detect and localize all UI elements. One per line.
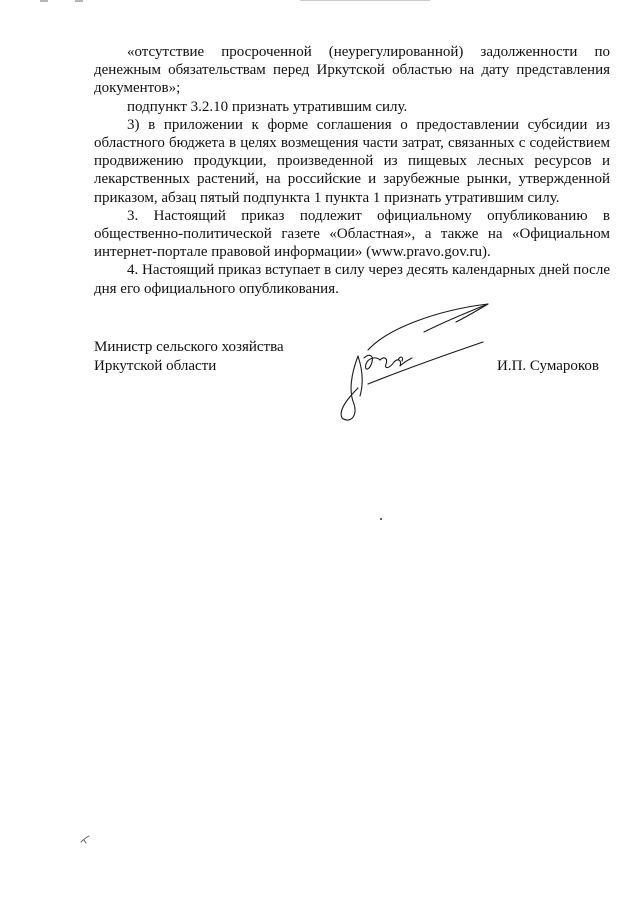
scan-mark	[78, 832, 92, 846]
signatory-position	[94, 338, 284, 375]
top-edge-mark	[75, 0, 83, 2]
paragraph-effective-date: 4. Настоящий приказ вступает в силу через десять календарных дней после дня его официального опубликования.	[94, 262, 610, 297]
signatory-name: И.П. Сумароков	[497, 358, 600, 374]
paragraph-subclause-repeal: подпункт 3.2.10 признать утратившим силу.	[127, 98, 408, 115]
scan-speck	[380, 518, 382, 520]
document-body	[94, 43, 610, 298]
signatory-position-line2: Иркутской области	[94, 357, 217, 374]
top-edge-rule	[300, 0, 430, 1]
signatory-position-line1: Министр сельского хозяйства	[94, 339, 284, 355]
paragraph-quoted-clause: «отсутствие просроченной (неурегулированной) задолженности по денежным обязательствам перед Иркутской областью на дату представления документов»;	[94, 44, 610, 97]
paragraph-publication: 3. Настоящий приказ подлежит официальному опубликованию в общественно-политической газете «Областная», а также на «Официальном интернет-портале правовой информации» (www.pravo.gov.ru).	[94, 207, 610, 261]
handwritten-signature	[328, 298, 498, 426]
top-edge-mark	[40, 0, 48, 2]
paragraph-item-3-annex: 3) в приложении к форме соглашения о предоставлении субсидии из областного бюджета в целях возмещения части затрат, связанных с содействием продвижению продукции, произведенной из пищевых лесных ресурсов и лекарственных растений, на российские и зарубежные рынки, утвержденной приказом, абзац пятый подпункта 1 пункта 1 признать утратившим силу.	[94, 116, 610, 206]
